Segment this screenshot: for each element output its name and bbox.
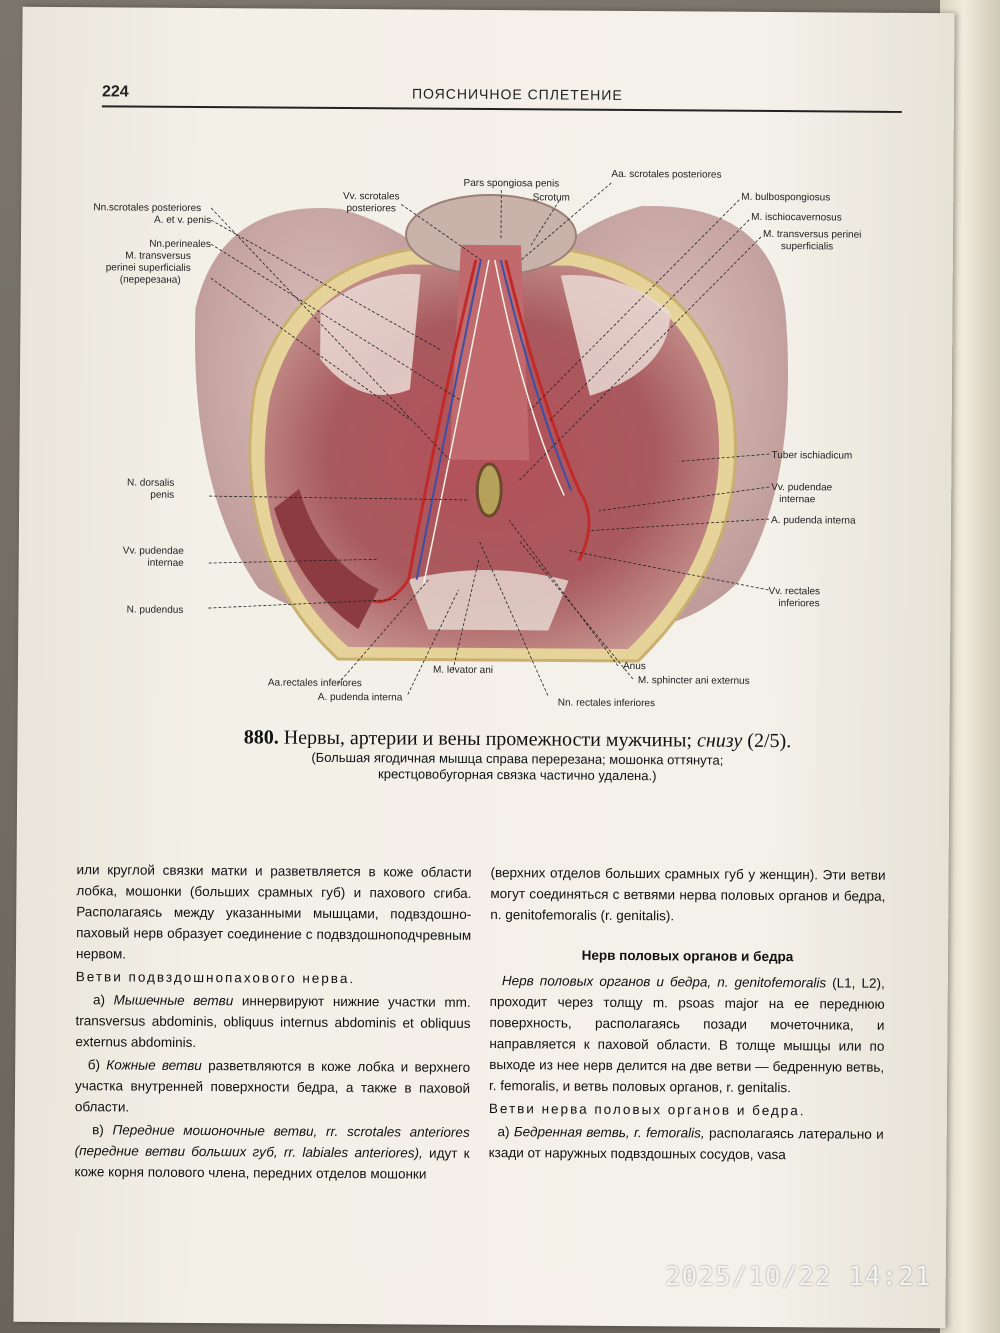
label-aa-scrotales-posteriores: Aa. scrotales posteriores [611,168,722,181]
figure-caption [167,726,867,786]
label-a-pudenda-interna-right: A. pudenda interna [770,515,856,527]
label-superficialis: superficialis [780,241,834,253]
label-internae-left: internae [147,557,184,569]
label-vv-scrotales-posteriores: posteriores [346,203,396,215]
caption-view: снизу [696,729,743,752]
right-paragraph-1: (верхних отделов больших срамных губ у женщин). Эти ветви могут соединяться с ветвями нерва половых органов и бедра, n. genitofemoralis (r. genitalis). [490,865,886,924]
figure-number: 880. [243,726,279,749]
label-pars-spongiosa-penis: Pars spongiosa penis [463,177,560,190]
label-m-levator-ani: M. levator ani [432,664,494,677]
photo-timestamp: 2025/10/22 14:21 [665,1262,932,1292]
label-vv-scrotales: Vv. scrotales [342,191,400,203]
label-vv-pudendae-left: Vv. pudendae [122,545,184,557]
label-n-pudendus: N. pudendus [126,604,184,616]
fascia-lower [408,569,568,630]
label-n-dorsalis: N. dorsalis [126,477,175,489]
caption-note-2: крестцовобугорная связка частично удалена.) [378,766,657,784]
label-aa-rectales-inferiores: Aa.rectales inferiores [267,677,362,690]
label-m-bulbospongiosus: M. bulbospongiosus [741,191,831,204]
label-nn-rectales-inferiores: Nn. rectales inferiores [557,697,656,710]
label-tuber-ischiadicum: Tuber ischiadicum [771,450,853,462]
page-header [102,79,902,113]
left-paragraph-c: в) Передние мошоночные ветви, rr. scrotales anteriores (передние ветви больших губ, rr. labiales anteriores), идут к коже корня полового члена, передних отделов мошонки [74,1122,470,1182]
anus [477,464,501,516]
right-subheading: Нерв половых органов и бедра [581,947,794,965]
caption-title: Нервы, артерии и вены промежности мужчины; [283,726,693,752]
left-paragraph-1: или круглой связки матки и разветвляется в коже области лобка, мошонки (больших срамных губ) и пахового сгиба. Располагаясь между указанными мышцами, подвздошно-паховый нерв образует соединение с подвздошноподчревным нервом. [75,862,472,962]
label-nn-perineales: Nn.perineales [149,238,211,251]
label-nn-scrotales-posteriores: Nn.scrotales posteriores [93,202,202,215]
label-internae-right: internae [779,494,816,506]
left-section-title: Ветви подвздошнопахового нерва. [75,969,356,987]
label-vv-pudendae-right: Vv. pudendae [771,482,833,494]
label-m-transversus: M. transversus [125,250,191,262]
perineum-drawing [78,157,902,723]
label-m-sphincter-ani-externus: M. sphincter ani externus [637,675,750,687]
label-inferiores: inferiores [778,598,820,610]
book-page [13,7,954,1328]
text-column-left [74,859,471,1187]
right-paragraph-a: а) Бедренная ветвь, r. femoralis, располагаясь латерально и кзади от наружных подвздошных сосудов, vasa [488,1124,884,1163]
anatomical-illustration [78,157,902,723]
label-a-et-v-penis: A. et v. penis [153,214,212,227]
running-title: ПОЯСНИЧНОЕ СПЛЕТЕНИЕ [411,85,623,103]
caption-note-1: (Большая ягодичная мышца справа перерезана; мошонка оттянута; [311,749,724,768]
label-scrotum: Scrotum [532,192,570,204]
caption-scale: (2/5). [747,729,792,753]
caption-title-line [167,726,867,754]
label-vv-rectales: Vv. rectales [768,585,821,598]
right-section-title: Ветви нерва половых органов и бедра. [488,1101,806,1119]
left-paragraph-a: а) Мышечные ветви иннервируют нижние участки mm. transversus abdominis, obliquus internus abdominis et obliquus externus abdominis. [75,992,471,1050]
text-column-right [489,862,886,1168]
left-paragraph-b: б) Кожные ветви разветвляются в коже лобка и верхнего участка внутренней поверхности бедра, а также в паховой области. [74,1057,471,1115]
page-number: 224 [101,83,129,101]
label-perinei-superficialis: perinei superficialis [105,262,191,274]
label-a-pudenda-interna-left: A. pudenda interna [317,691,403,704]
label-m-transversus-perinei: M. transversus perinei [762,228,862,241]
label-penis: penis [150,489,175,501]
right-paragraph-2: Нерв половых органов и бедра, n. genitofemoralis (L1, L2), проходит через толщу m. psoas major на ее переднюю поверхность, располагаясь позади мочеточника, и направляется к паховой области. В толще мышцы или по выходе из нее нерв делится на две ветви — бедренную ветвь, r. femoralis, и ветвь половых органов, r. genitalis. [489,973,885,1096]
label-m-ischiocavernosus: M. ischiocavernosus [751,211,842,224]
label-pererezana: (перерезана) [119,274,181,286]
label-anus: Anus [622,660,646,673]
